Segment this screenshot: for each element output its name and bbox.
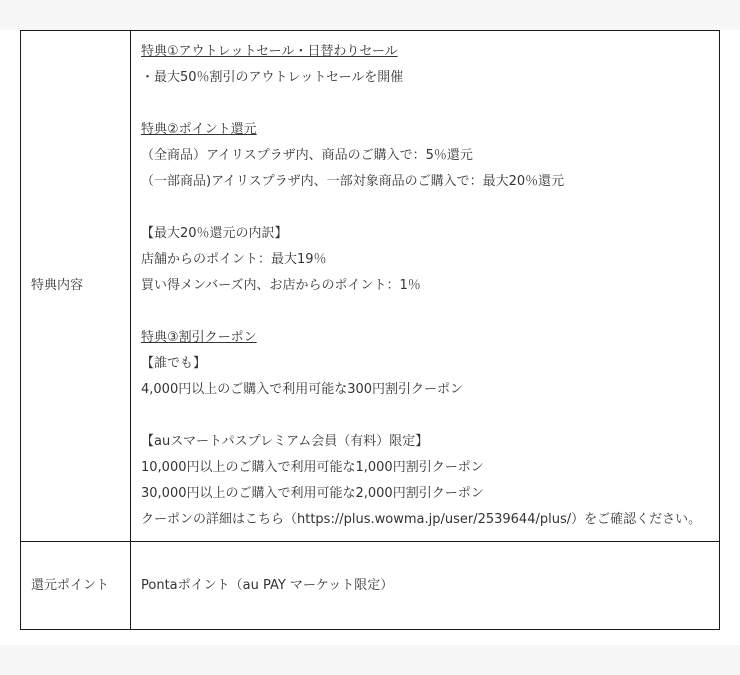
benefit1-line: ・最大50％割引のアウトレットセールを開催 (141, 70, 404, 85)
benefit2-line-all: （全商品）アイリスプラザ内、商品のご購入で：5％還元 (141, 148, 473, 163)
premium-title: 【auスマートパスプレミアム会員（有料）限定】 (141, 434, 429, 449)
spacer (141, 403, 709, 429)
coupon-detail-link[interactable]: クーポンの詳細はこちら（https://plus.wowma.jp/user/2539644/plus/）をご確認ください。 (141, 512, 702, 527)
table-row (21, 542, 720, 630)
row-header-benefits: 特典内容 (31, 278, 84, 293)
row-header-cell (21, 31, 131, 542)
benefits-cell (131, 31, 720, 542)
page-content (0, 30, 740, 645)
row-header-points: 還元ポイント (31, 577, 110, 593)
anyone-coupon: 4,000円以上のご購入で利用可能な300円割引クーポン (141, 382, 464, 397)
premium-coupon-2000: 30,000円以上のご購入で利用可能な2,000円割引クーポン (141, 486, 484, 501)
benefit2-title: 特典②ポイント還元 (141, 122, 257, 137)
anyone-title: 【誰でも】 (141, 356, 207, 371)
breakdown-store: 店舗からのポイント：最大19％ (141, 252, 327, 267)
points-cell (131, 542, 720, 630)
table-row (21, 31, 720, 542)
breakdown-title: 【最大20％還元の内訳】 (141, 226, 288, 241)
benefit2-line-some: （一部商品)アイリスプラザ内、一部対象商品のご購入で：最大20％還元 (141, 174, 565, 189)
premium-coupon-1000: 10,000円以上のご購入で利用可能な1,000円割引クーポン (141, 460, 484, 475)
spacer (141, 91, 709, 117)
spacer (141, 195, 709, 221)
spacer (141, 299, 709, 325)
breakdown-members: 買い得メンバーズ内、お店からのポイント：1％ (141, 278, 421, 293)
points-value: Pontaポイント（au PAY マーケット限定） (141, 577, 394, 593)
campaign-info-table (20, 30, 720, 630)
benefit1-title: 特典①アウトレットセール・日替わりセール (141, 44, 398, 59)
row-header-cell (21, 542, 131, 630)
benefit3-title: 特典③割引クーポン (141, 330, 257, 345)
